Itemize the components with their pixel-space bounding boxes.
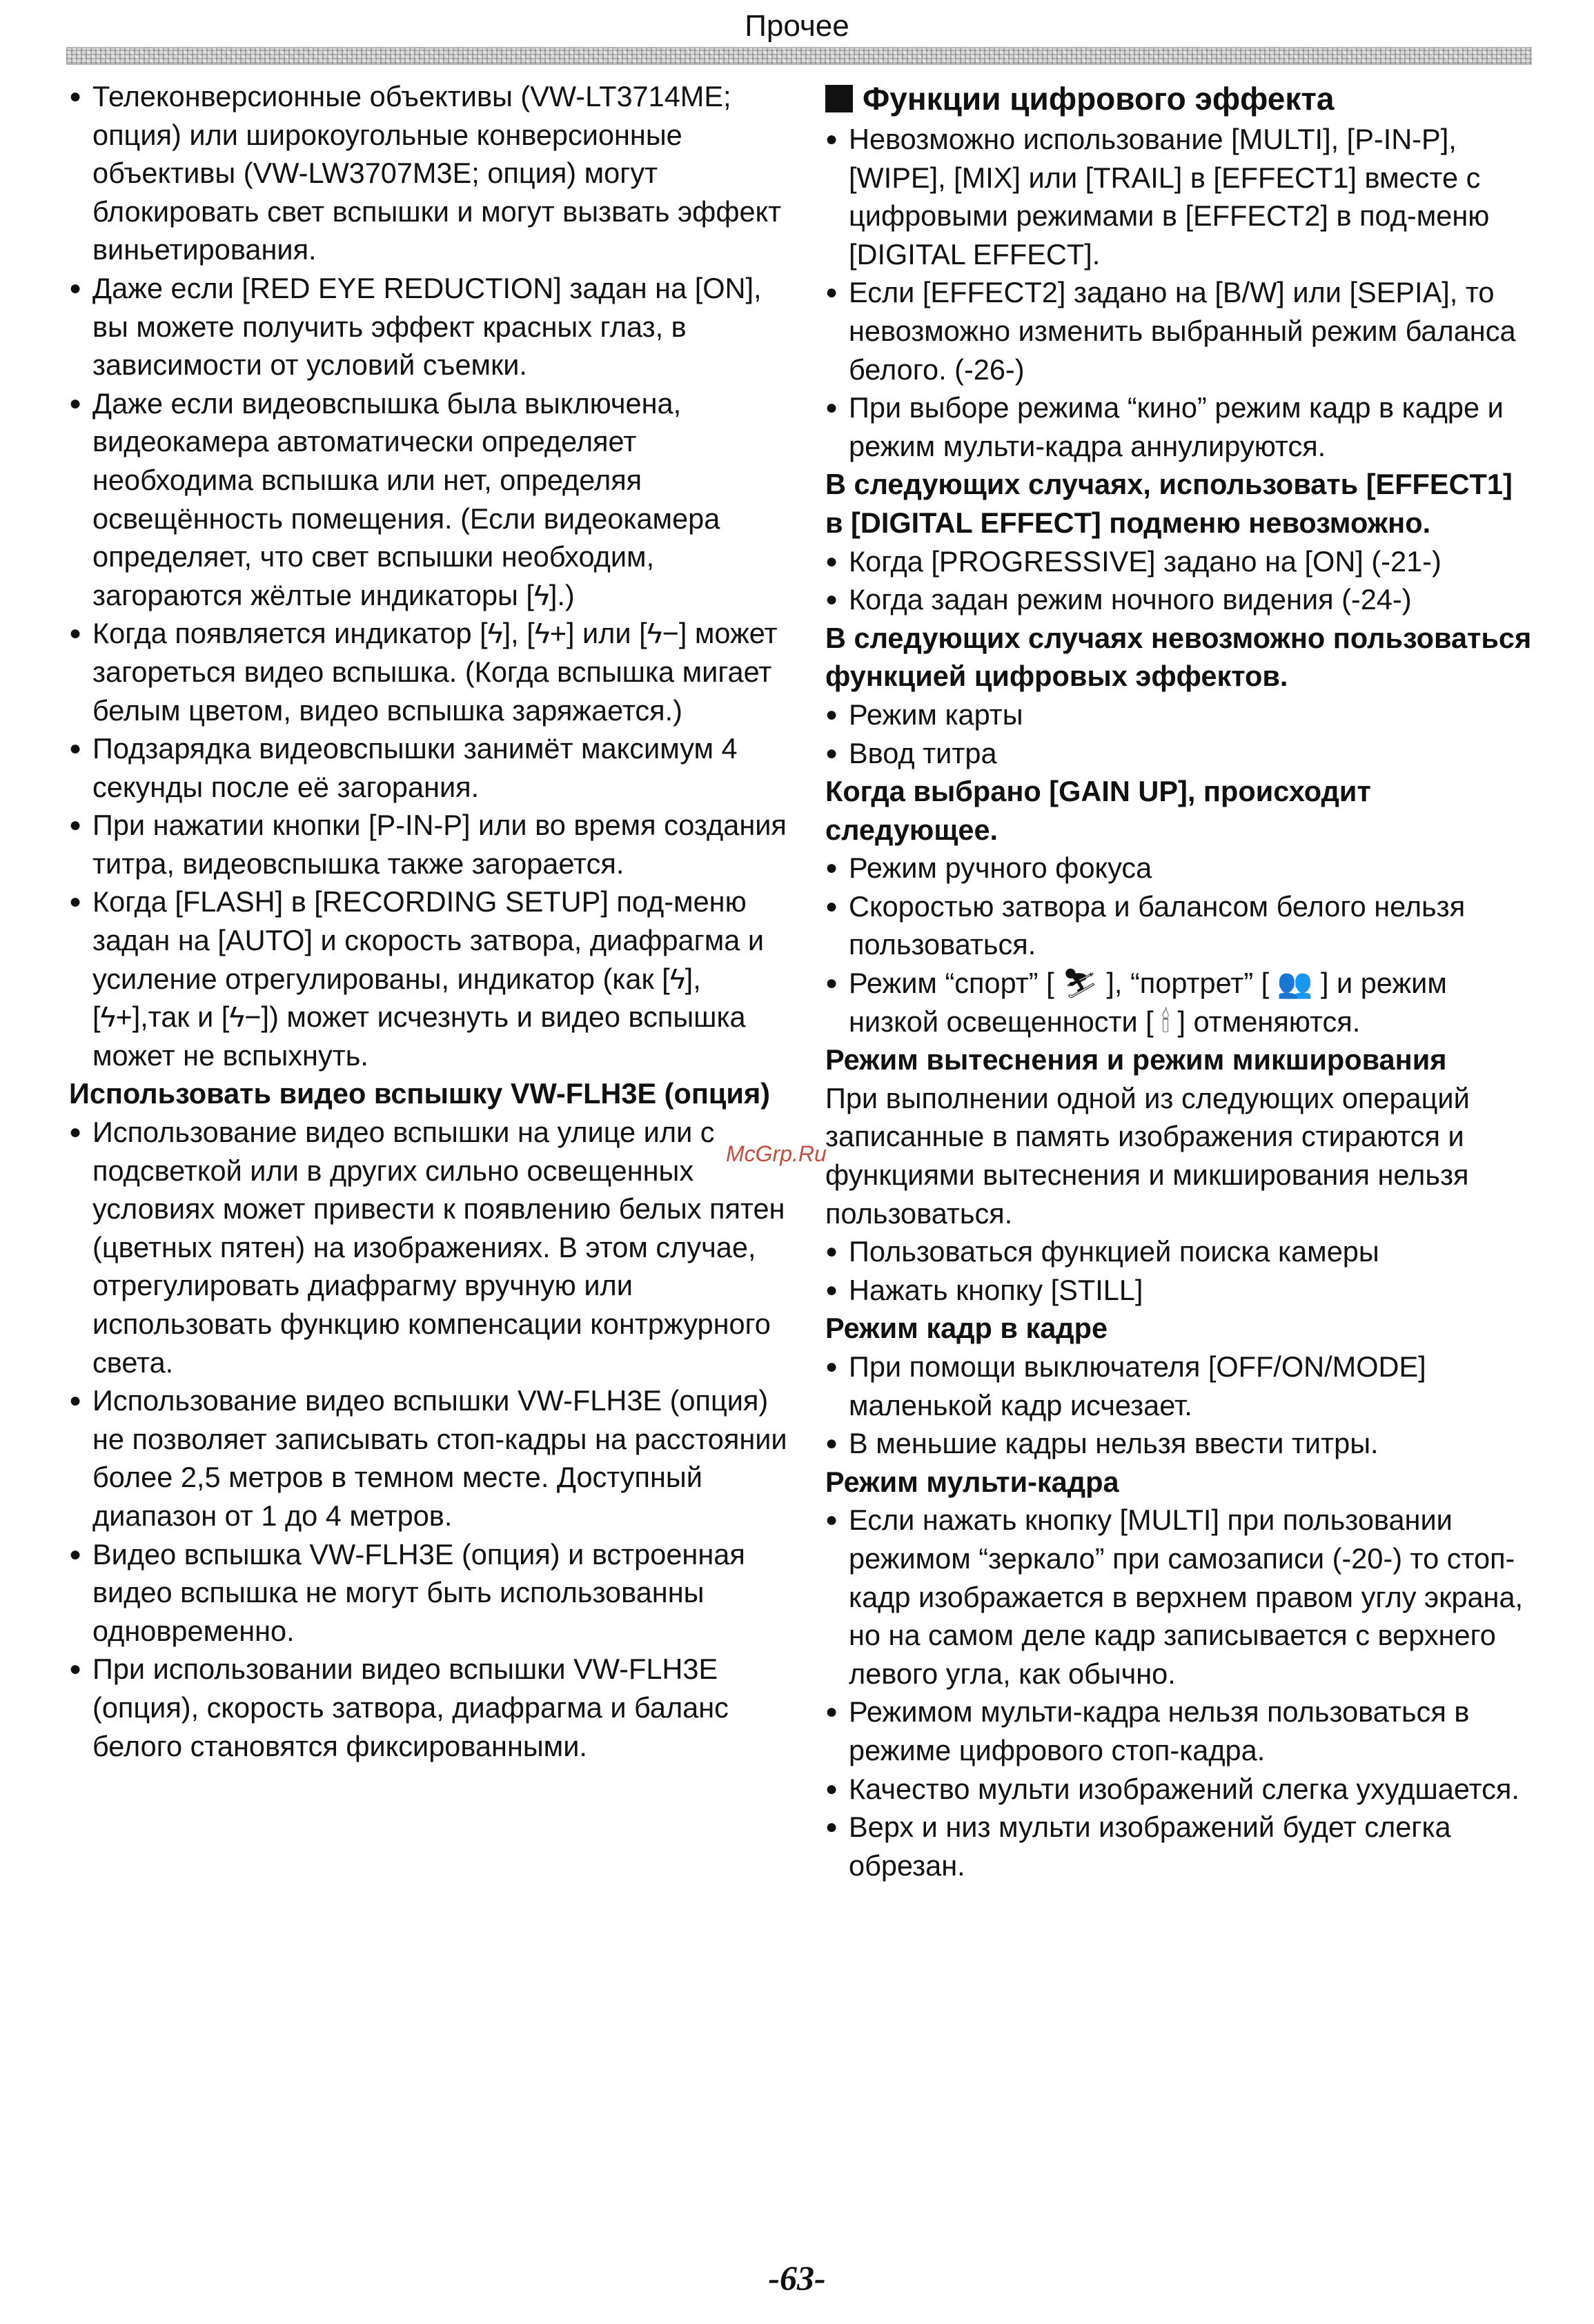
subheading-effect1-restriction: В следующих случаях, использовать [EFFECT1] в [DIGITAL EFFECT] подменю невозможно. xyxy=(825,468,1513,539)
list-item: ● Использование видео вспышки VW-FLH3E (опция) не позволяет записывать стоп-кадры на расстоянии более 2,5 метров в темном месте. Доступный диапазон от 1 до 4 метров. xyxy=(69,1381,800,1535)
list-item: ● Когда [PROGRESSIVE] задано на [ON] (-21-) xyxy=(825,542,1536,581)
black-square-icon xyxy=(825,85,853,112)
list-item: ● Видео вспышка VW-FLH3E (опция) и встроенная видео вспышка не могут быть использованны одновременно. xyxy=(69,1535,800,1651)
list-item: ● Невозможно использование [MULTI], [P-IN-P], [WIPE], [MIX] или [TRAIL] в [EFFECT1] вместе с цифровыми режимами в [EFFECT2] в под-меню [DIGITAL EFFECT]. xyxy=(825,120,1536,273)
list-item: ● Режим ручного фокуса xyxy=(825,849,1536,887)
subheading-picture-in-picture: Режим кадр в кадре xyxy=(825,1312,1108,1345)
subheading-multi-picture: Режим мульти-кадра xyxy=(825,1465,1119,1498)
paragraph: При выполнении одной из следующих операций записанные в память изображения стираются и функциями вытеснения и микширования нельзя пользоваться. xyxy=(825,1081,1470,1230)
list-item: ● Если нажать кнопку [MULTI] при пользовании режимом “зеркало” при самозаписи (-20-) то стоп-кадр изображается в верхнем правом углу экрана, но на самом деле кадр записывается с верхнего левого угла, как обычно. xyxy=(825,1501,1536,1693)
list-item: ● Когда задан режим ночного видения (-24-) xyxy=(825,580,1536,619)
list-item: ● Ввод титра xyxy=(825,734,1536,773)
watermark-text: McGrp.Ru xyxy=(726,1141,827,1166)
list-item: ● Подзарядка видеовспышки занимёт максимум 4 секунды после её загорания. xyxy=(69,729,800,806)
subheading-wipe-mix: Режим вытеснения и режим микширования xyxy=(825,1043,1447,1076)
list-item: ● Даже если видеовспышка была выключена, видеокамера автоматически определяет необходима вспышка или нет, определяя освещённость помещения. (Если видеокамера определяет, что свет вспышки необходим, загораются жёлтые индикаторы [ϟ].) xyxy=(69,384,800,615)
list-item: ● При использовании видео вспышки VW-FLH3E (опция), скорость затвора, диафрагма и баланс белого становятся фиксированными. xyxy=(69,1650,800,1765)
list-item: ● Когда [FLASH] в [RECORDING SETUP] под-меню задан на [AUTO] и скорость затвора, диафрагма и усиление отрегулированы, индикатор (как [ϟ], [ϟ+],так и [ϟ−]) может исчезнуть и видео вспышка может не вспыхнуть. xyxy=(69,883,800,1074)
subheading-digital-effects-unavailable: В следующих случаях невозможно пользоваться функцией цифровых эффектов. xyxy=(825,621,1532,693)
left-column xyxy=(69,77,800,1765)
list-item: ● Когда появляется индикатор [ϟ], [ϟ+] или [ϟ−] может загореться видео вспышка. (Когда вспышка мигает белым цветом, видео вспышка заряжается.) xyxy=(69,614,800,729)
subheading-flash-vw-flh3e: Использовать видео вспышку VW-FLH3E (опция) xyxy=(69,1077,770,1110)
list-item: ● Верх и низ мульти изображений будет слегка обрезан. xyxy=(825,1808,1536,1884)
section-title: Функции цифрового эффекта xyxy=(863,81,1335,117)
list-item: ● При выборе режима “кино” режим кадр в кадре и режим мульти-кадра аннулируются. xyxy=(825,388,1536,465)
page-header-title: Прочее xyxy=(745,9,849,43)
list-item: ● Скоростью затвора и балансом белого нельзя пользоваться. xyxy=(825,887,1536,964)
list-item: ● При помощи выключателя [OFF/ON/MODE] маленькой кадр исчезает. xyxy=(825,1348,1536,1424)
list-item: ● При нажатии кнопки [P-IN-P] или во время создания титра, видеовспышка также загорается. xyxy=(69,806,800,883)
list-item: ● Телеконверсионные объективы (VW-LT3714ME; опция) или широкоугольные конверсионные объективы (VW-LW3707M3E; опция) могут блокировать свет вспышки и могут вызвать эффект виньетирования. xyxy=(69,77,800,269)
header-divider-band xyxy=(66,47,1532,65)
list-item: ● Режим карты xyxy=(825,696,1536,734)
list-item: ● В меньшие кадры нельзя ввести титры. xyxy=(825,1424,1536,1463)
list-item: ● Нажать кнопку [STILL] xyxy=(825,1271,1536,1310)
list-item: ● Пользоваться функцией поиска камеры xyxy=(825,1232,1536,1271)
list-item: ● Качество мульти изображений слегка ухудшается. xyxy=(825,1770,1536,1809)
section-heading xyxy=(825,77,1536,120)
page-number: -63- xyxy=(768,2258,826,2297)
list-item: ● Если [EFFECT2] задано на [B/W] или [SEPIA], то невозможно изменить выбранный режим баланса белого. (-26-) xyxy=(825,273,1536,388)
list-item: ● Режимом мульти-кадра нельзя пользоваться в режиме цифрового стоп-кадра. xyxy=(825,1693,1536,1769)
right-column xyxy=(825,77,1536,1884)
list-item: ● Даже если [RED EYE REDUCTION] задан на [ON], вы можете получить эффект красных глаз, в зависимости от условий съемки. xyxy=(69,269,800,384)
subheading-gain-up: Когда выбрано [GAIN UP], происходит следующее. xyxy=(825,775,1371,846)
list-item: ● Режим “спорт” [ ⛷ ], “портрет” [ 👥 ] и режим низкой освещенности [ 🕯 ] отменяются. xyxy=(825,964,1536,1041)
list-item: ● Использование видео вспышки на улице или с подсветкой или в других сильно освещенных условиях может привести к появлению белых пятен (цветных пятен) на изображениях. В этом случае, отрегулировать диафрагму вручную или использовать функцию компенсации контржурного света. xyxy=(69,1113,800,1381)
